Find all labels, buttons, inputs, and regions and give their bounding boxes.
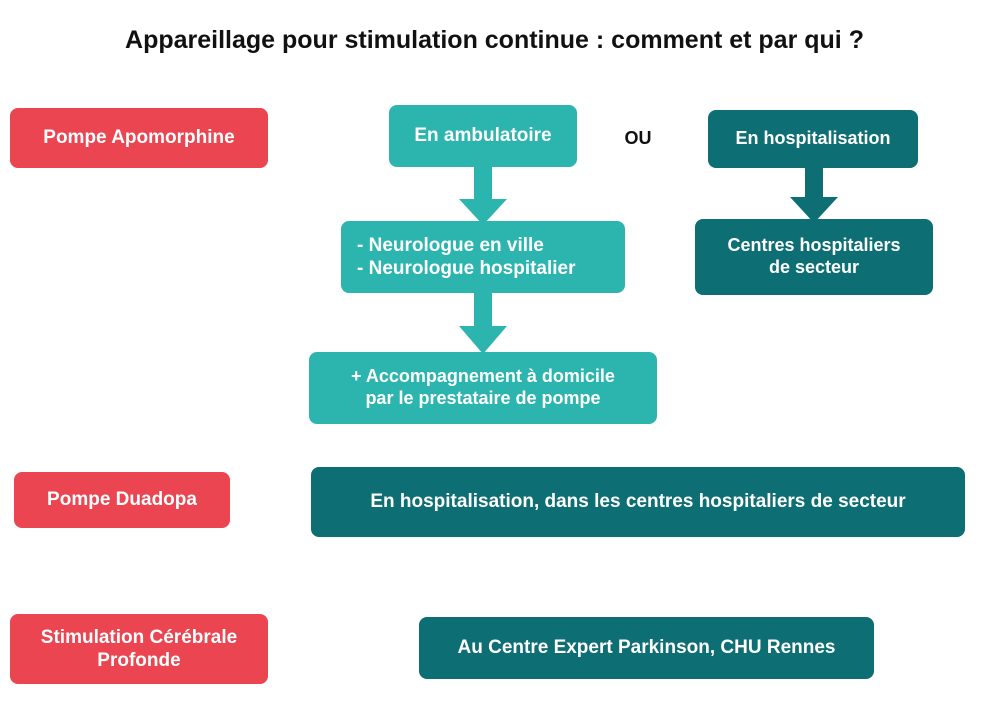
node-duadopa-modalite bbox=[311, 467, 965, 537]
arrow-down-icon-hospitalisation bbox=[786, 163, 842, 225]
node-en-hospitalisation-label: En hospitalisation bbox=[735, 128, 891, 149]
node-en-ambulatoire bbox=[389, 105, 577, 167]
connector-label-ou: OU bbox=[624, 128, 652, 148]
node-en-hospitalisation bbox=[708, 110, 918, 168]
node-pompe-apomorphine-label: Pompe Apomorphine bbox=[43, 127, 235, 149]
node-accompagnement-line2: par le prestataire de pompe bbox=[365, 388, 601, 408]
node-neurologues-line2: - Neurologue hospitalier bbox=[357, 258, 576, 279]
node-accompagnement-line1: + Accompagnement à domicile bbox=[351, 366, 615, 387]
node-stimulation-cerebrale-profonde bbox=[10, 614, 268, 684]
arrow-down-icon-neurologues bbox=[455, 290, 511, 356]
node-pompe-duadopa bbox=[14, 472, 230, 528]
node-centres-hospitaliers bbox=[695, 219, 933, 295]
node-neurologues bbox=[341, 221, 625, 293]
node-pompe-duadopa-label: Pompe Duadopa bbox=[47, 489, 197, 511]
node-scp-modalite bbox=[419, 617, 874, 679]
node-scp-line1: Stimulation Cérébrale bbox=[40, 626, 238, 648]
node-neurologues-line1: - Neurologue en ville bbox=[357, 234, 544, 256]
page-title: Appareillage pour stimulation continue : comment et par qui ? bbox=[125, 26, 864, 54]
node-scp-modalite-label: Au Centre Expert Parkinson, CHU Rennes bbox=[457, 637, 836, 659]
node-pompe-apomorphine bbox=[10, 108, 268, 168]
node-accompagnement-domicile bbox=[309, 352, 657, 424]
node-centres-hospitaliers-line1: Centres hospitaliers bbox=[727, 235, 901, 256]
node-en-ambulatoire-label: En ambulatoire bbox=[414, 125, 552, 147]
node-duadopa-modalite-label: En hospitalisation, dans les centres hospitaliers de secteur bbox=[370, 491, 906, 513]
arrow-down-icon-ambulatoire bbox=[455, 163, 511, 227]
node-centres-hospitaliers-line2: de secteur bbox=[768, 257, 860, 277]
node-scp-line2: Profonde bbox=[97, 650, 181, 671]
